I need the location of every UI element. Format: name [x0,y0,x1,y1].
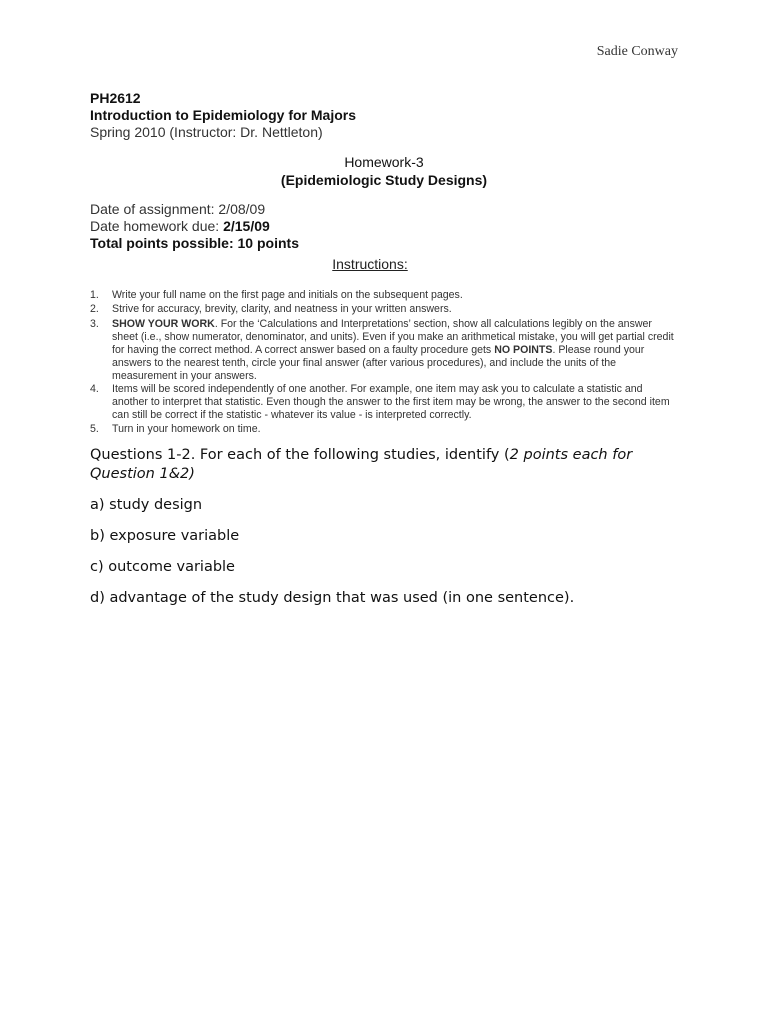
question-item-exposure-variable: b) exposure variable [90,528,240,544]
instruction-item [90,303,680,316]
questions-intro-text: Questions 1-2. For each of the following studies, identify ( [90,447,510,463]
instruction-number: 5. [90,422,99,435]
course-code: PH2612 [90,90,141,106]
instruction-number: 4. [90,383,99,395]
instruction-text: Write your full name on the first page and initials on the subsequent pages. [112,289,463,301]
questions-section [90,446,670,608]
question-item-outcome-variable: c) outcome variable [90,559,235,575]
instruction-emphasis: NO POINTS [494,343,553,356]
date-due-value: 2/15/09 [223,218,270,234]
assignment-title: Homework-3 [344,154,424,170]
instruction-text: Items will be scored independently of one another. For example, one item may ask you to calculate a statistic and another to interpret that statistic. Even though the answer to the first item may be wrong, the answer to the second item can still be correct if the statistic - whatever its value - is interpreted correctly. [112,383,670,421]
instruction-text: Turn in your homework on time. [112,422,261,435]
instruction-number: 2. [90,302,99,315]
questions-intro [90,446,670,484]
course-info [90,90,356,141]
instruction-text: Strive for accuracy, brevity, clarity, and neatness in your written answers. [112,302,452,315]
instruction-number: 1. [90,289,99,301]
instruction-text: . Please round your answers to the nearest tenth, circle your final answer (after various procedures), and include the units of the measurement in your answers. [112,343,645,382]
total-points: Total points possible: 10 points [90,235,299,251]
instruction-emphasis: SHOW YOUR WORK [112,317,215,330]
instruction-item [90,289,680,302]
question-item-study-design: a) study design [90,497,203,513]
instruction-item [90,318,680,383]
course-name: Introduction to Epidemiology for Majors [90,107,356,123]
instruction-item [90,383,680,422]
author-name: Sadie Conway [596,44,678,59]
instruction-number: 3. [90,317,99,330]
assignment-subtitle: (Epidemiologic Study Designs) [280,172,488,188]
instruction-item [90,423,680,436]
course-term: Spring 2010 (Instructor: Dr. Nettleton) [90,124,323,140]
assignment-dates [90,201,299,252]
question-item-advantage: d) advantage of the study design that was used (in one sentence). [90,590,575,606]
instructions-heading: Instructions: [332,256,408,272]
assignment-title-block [0,153,768,189]
instructions-list [90,289,680,436]
questions-points-note: 2 points each for Question 1&2) [90,447,633,482]
date-due-label: Date homework due: [90,218,224,234]
instruction-text: . For the ‘Calculations and Interpretations’ section, show all calculations legibly on the answer sheet (i.e., show numerator, denominator, and units). Even if you make an arithmetical mistake, you will get partial credit for having the correct method. A correct answer based on a faulty procedure gets [112,317,674,356]
date-assigned: Date of assignment: 2/08/09 [90,201,266,217]
date-due [90,218,299,235]
